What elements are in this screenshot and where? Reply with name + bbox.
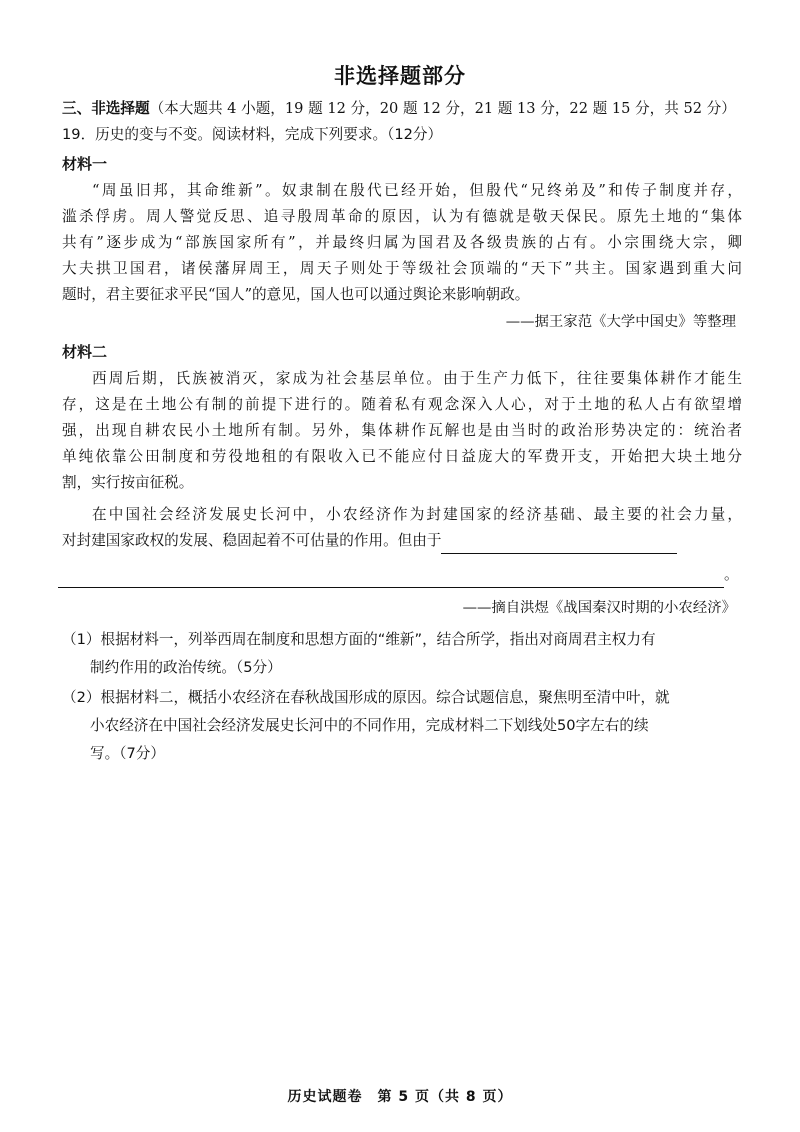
sub-question-line: 制约作用的政治传统。（5分） [90, 659, 282, 676]
answer-blank-line[interactable] [441, 533, 677, 554]
material-2-line: 对封建国家政权的发展、稳固起着不可估量的作用。但由于 [62, 532, 442, 549]
sub-question-line: （1）根据材料一，列举西周在制度和思想方面的“维新”，结合所学，指出对商周君主权力有 [62, 631, 656, 648]
material-2-line: 割，实行按亩征税。 [62, 474, 194, 491]
material-2-heading: 材料二 [62, 343, 108, 361]
section-title: 非选择题部分 [334, 64, 466, 88]
question-19-prompt: 19．历史的变与不变。阅读材料，完成下列要求。（12分） [62, 126, 443, 143]
material-1-source: ——据王家范《大学中国史》等整理 [505, 314, 736, 330]
sub-question-1 [62, 626, 742, 682]
material-2-source: ——摘自洪煜《战国秦汉时期的小农经济》 [462, 600, 736, 616]
exam-content [62, 96, 742, 768]
material-1-line: 大夫拱卫国君，诸侯藩屏周王，周天子则处于等级社会顶端的“天下”共主。国家遇到重大问 [62, 260, 742, 277]
material-2-paragraph-2 [62, 502, 742, 588]
material-1-heading: 材料一 [62, 155, 108, 173]
sub-question-line: 小农经济在中国社会经济发展史长河中的不同作用，完成材料二下划线处50字左右的续 [90, 717, 649, 734]
sub-question-2 [62, 684, 742, 768]
part-heading-label: 三、非选择题 [62, 100, 150, 117]
material-1-line: 共有”逐步成为“部族国家所有”，并最终归属为国君及各级贵族的占有。小宗围绕大宗，卿 [62, 234, 742, 251]
material-2-line: 存，这是在土地公有制的前提下进行的。随着私有观念深入人心，对于土地的私人占有欲望增 [62, 396, 742, 413]
material-2-blank-row-2 [58, 562, 742, 588]
material-1-line: “周虽旧邦，其命维新”。奴隶制在殷代已经开始，但殷代“兄终弟及”和传子制度并存， [92, 182, 742, 199]
material-2-line: 强，出现自耕农民小土地所有制。另外，集体耕作瓦解也是由当时的政治形势决定的：统治者 [62, 422, 742, 439]
material-1-body [62, 178, 742, 308]
material-2-paragraph-1 [62, 366, 742, 496]
answer-end-mark: 。 [724, 566, 739, 583]
material-1-line: 题时，君主要征求平民“国人”的意见，国人也可以通过舆论来影响朝政。 [62, 286, 530, 303]
answer-blank-line[interactable] [58, 567, 724, 588]
sub-question-line: （2）根据材料二，概括小农经济在春秋战国形成的原因。综合试题信息，聚焦明至清中叶，就 [62, 689, 670, 706]
material-2-line: 西周后期，氏族被消灭，家成为社会基层单位。由于生产力低下，往往要集体耕作才能生 [92, 370, 742, 387]
part-heading [62, 96, 742, 122]
material-1-line: 滥杀俘虏。周人警觉反思、追寻殷周革命的原因，认为有德就是敬天保民。原先土地的“集体 [62, 208, 742, 225]
sub-question-line: 写。（7分） [90, 745, 165, 762]
material-2-line: 单纯依靠公田制度和劳役地租的有限收入已不能应付日益庞大的军费开支，开始把大块土地分 [62, 448, 742, 465]
material-2-line: 在中国社会经济发展史长河中，小农经济作为封建国家的经济基础、最主要的社会力量， [92, 506, 742, 523]
page-footer: 历史试题卷 第 5 页（共 8 页） [287, 1089, 513, 1105]
part-heading-detail: （本大题共 4 小题，19 题 12 分，20 题 12 分，21 题 13 分，22 题 15 分，共 52 分） [149, 100, 736, 117]
material-2-blank-row-1 [62, 528, 742, 554]
